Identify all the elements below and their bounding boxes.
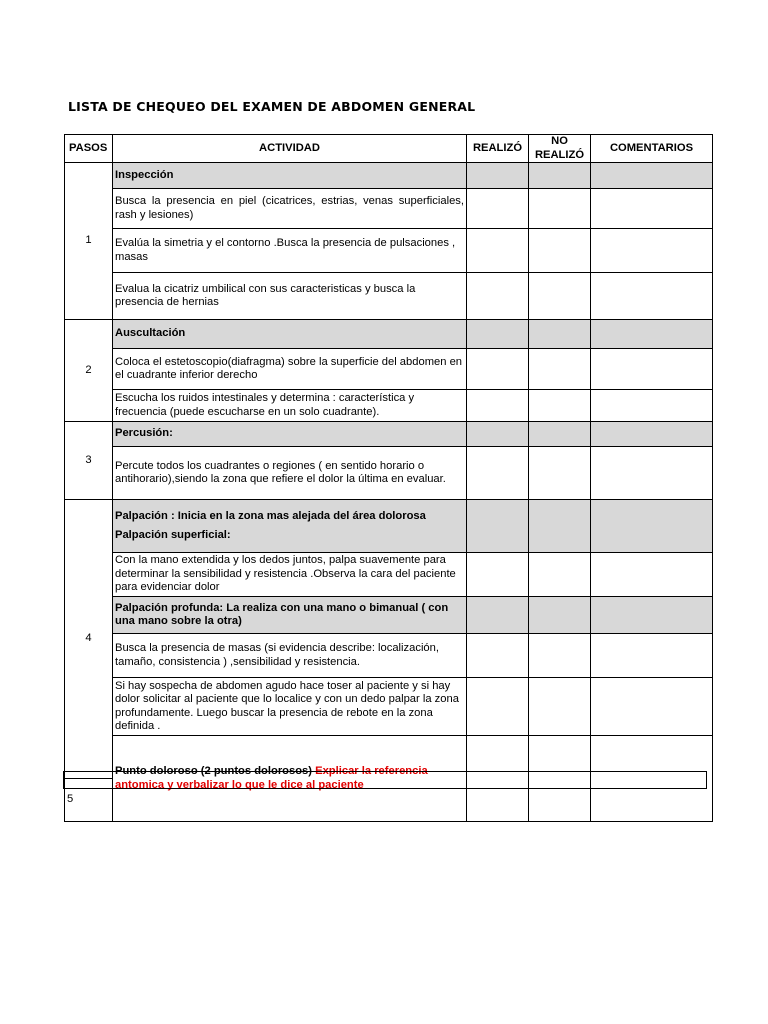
realizo-cell[interactable]	[467, 189, 529, 229]
no-realizo-cell[interactable]	[529, 163, 591, 189]
palpacion-heading: Palpación : Inicia en la zona mas alejada del área dolorosa	[115, 509, 426, 522]
realizo-cell[interactable]	[467, 553, 529, 597]
punto-doloroso-note: Explicar la referencia antomica y verbalizar lo que le dice al paciente	[115, 765, 428, 791]
no-realizo-cell[interactable]	[529, 189, 591, 229]
activity-text: Busca la presencia en piel (cicatrices, estrias, venas superficiales, rash y lesiones)	[113, 189, 467, 229]
comentarios-cell[interactable]	[591, 189, 713, 229]
checklist-table	[64, 134, 713, 822]
comentarios-cell[interactable]	[591, 229, 713, 273]
realizo-cell[interactable]	[467, 349, 529, 390]
comentarios-cell[interactable]	[591, 349, 713, 390]
step-number-1: 1	[65, 163, 113, 320]
comentarios-cell[interactable]	[591, 553, 713, 597]
realizo-cell[interactable]	[467, 447, 529, 500]
comentarios-cell[interactable]	[591, 597, 713, 634]
table-row	[65, 422, 713, 447]
section-auscultacion: Auscultación	[113, 320, 467, 349]
comentarios-cell[interactable]	[591, 634, 713, 678]
palpacion-superficial-heading: Palpación superficial:	[115, 529, 231, 542]
realizo-cell[interactable]	[467, 320, 529, 349]
table-row	[65, 163, 713, 189]
realizo-cell[interactable]	[467, 163, 529, 189]
step-number-2: 2	[65, 320, 113, 422]
activity-text: Escucha los ruidos intestinales y determina : característica y frecuencia (puede escucharse en un solo cuadrante).	[113, 390, 467, 422]
realizo-cell[interactable]	[467, 634, 529, 678]
comentarios-cell[interactable]	[591, 422, 713, 447]
header-comentarios: COMENTARIOS	[591, 135, 713, 163]
table-row	[65, 349, 713, 390]
comentarios-cell[interactable]	[591, 678, 713, 736]
table-row	[65, 634, 713, 678]
no-realizo-cell[interactable]	[529, 678, 591, 736]
header-no-realizo-line1: NO	[551, 135, 568, 147]
activity-text: Con la mano extendida y los dedos juntos, palpa suavemente para determinar la sensibilidad y resistencia .Observa la cara del paciente para evidenciar dolor	[113, 553, 467, 597]
comentarios-cell[interactable]	[591, 390, 713, 422]
comentarios-cell[interactable]	[591, 320, 713, 349]
comentarios-cell[interactable]	[591, 447, 713, 500]
comentarios-cell[interactable]	[591, 273, 713, 320]
table-row	[65, 500, 713, 553]
header-realizo: REALIZÓ	[467, 135, 529, 163]
realizo-cell[interactable]	[467, 273, 529, 320]
table-row	[65, 390, 713, 422]
activity-text: Busca la presencia de masas (si evidencia describe: localización, tamaño, consistencia ) ,sensibilidad y resistencia.	[113, 634, 467, 678]
no-realizo-cell[interactable]	[529, 229, 591, 273]
header-no-realizo	[529, 135, 591, 163]
section-palpacion-profunda: Palpación profunda: La realiza con una mano o bimanual ( con una mano sobre la otra)	[113, 597, 467, 634]
header-pasos: PASOS	[65, 135, 113, 163]
comentarios-cell[interactable]	[591, 163, 713, 189]
activity-text: Evalúa la simetria y el contorno .Busca la presencia de pulsaciones , masas	[113, 229, 467, 273]
header-actividad: ACTIVIDAD	[113, 135, 467, 163]
activity-text: Percute todos los cuadrantes o regiones ( en sentido horario o antihorario),siendo la zona que refiere el dolor la última en evaluar.	[113, 447, 467, 500]
header-row	[65, 135, 713, 163]
no-realizo-cell[interactable]	[529, 390, 591, 422]
table-row	[65, 229, 713, 273]
footer-box	[63, 771, 707, 789]
step-number-3: 3	[65, 422, 113, 500]
no-realizo-cell[interactable]	[529, 553, 591, 597]
activity-text: Coloca el estetoscopio(diafragma) sobre la superficie del abdomen en el cuadrante inferior derecho	[113, 349, 467, 390]
realizo-cell[interactable]	[467, 422, 529, 447]
header-no-realizo-line2: REALIZÓ	[534, 148, 585, 161]
realizo-cell[interactable]	[467, 678, 529, 736]
table-row	[65, 189, 713, 229]
no-realizo-cell[interactable]	[529, 500, 591, 553]
realizo-cell[interactable]	[467, 597, 529, 634]
table-row	[65, 273, 713, 320]
activity-text: Si hay sospecha de abdomen agudo hace toser al paciente y si hay dolor solicitar al paciente que lo localice y con un dedo palpar la zona profundamente. Luego buscar la presencia de rebote en la zona definida .	[113, 678, 467, 736]
no-realizo-cell[interactable]	[529, 422, 591, 447]
no-realizo-cell[interactable]	[529, 634, 591, 678]
no-realizo-cell[interactable]	[529, 320, 591, 349]
realizo-cell[interactable]	[467, 390, 529, 422]
table-row	[65, 553, 713, 597]
realizo-cell[interactable]	[467, 500, 529, 553]
no-realizo-cell[interactable]	[529, 349, 591, 390]
table-row	[65, 447, 713, 500]
table-row	[65, 678, 713, 736]
no-realizo-cell[interactable]	[529, 597, 591, 634]
punto-doloroso-label: Punto doloroso (2 puntos dolorosos)	[115, 765, 313, 778]
activity-text: Evalua la cicatriz umbilical con sus caracteristicas y busca la presencia de hernias	[113, 273, 467, 320]
step-number-4: 4	[65, 500, 113, 779]
comentarios-cell[interactable]	[591, 500, 713, 553]
section-percusion: Percusión:	[113, 422, 467, 447]
no-realizo-cell[interactable]	[529, 273, 591, 320]
step-number-5: 5	[65, 779, 113, 822]
section-palpacion	[113, 500, 467, 553]
document-title: LISTA DE CHEQUEO DEL EXAMEN DE ABDOMEN GENERAL	[68, 99, 476, 114]
table-row	[65, 320, 713, 349]
section-inspeccion: Inspección	[113, 163, 467, 189]
realizo-cell[interactable]	[467, 229, 529, 273]
table-row	[65, 597, 713, 634]
no-realizo-cell[interactable]	[529, 447, 591, 500]
